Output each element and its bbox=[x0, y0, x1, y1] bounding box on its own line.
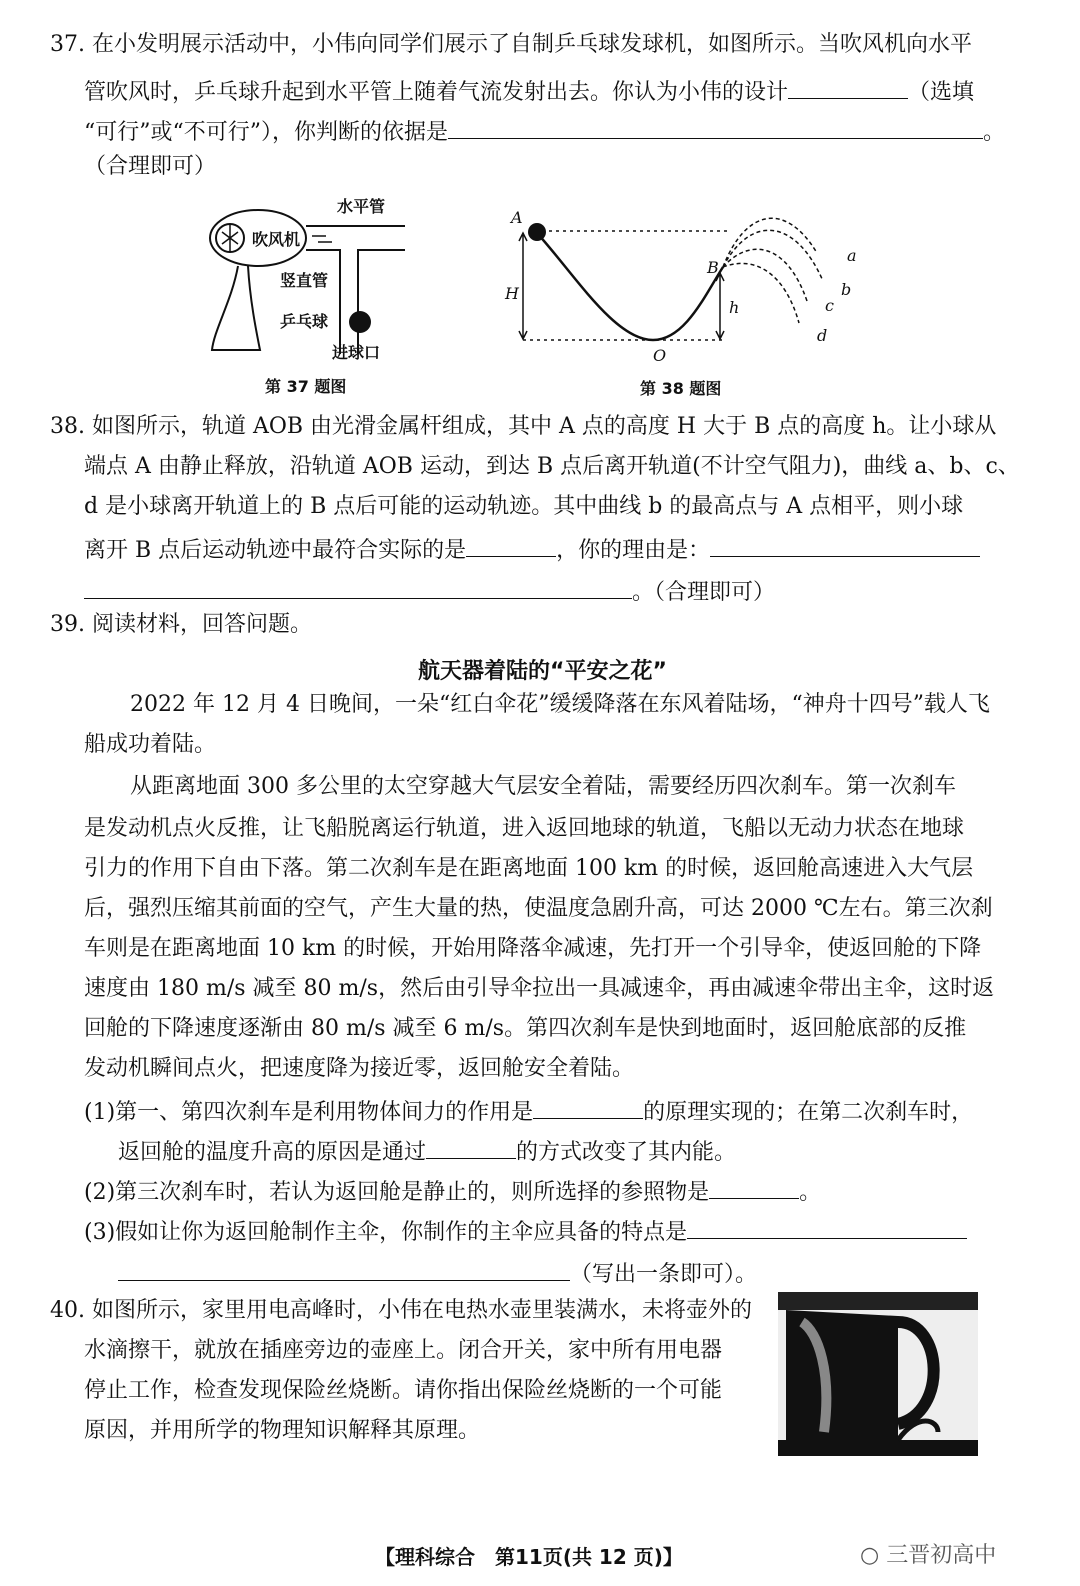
q40-line-1: 40. 如图所示，家里用电高峰时，小伟在电热水壶里装满水，未将壶外的 bbox=[50, 1298, 752, 1323]
wechat-icon: ○ bbox=[860, 1543, 880, 1568]
q38-blank-reason-1[interactable] bbox=[710, 532, 980, 557]
q38-blank-reason-2[interactable] bbox=[84, 574, 632, 599]
q37-line-3 bbox=[84, 114, 1005, 148]
label-c: c bbox=[825, 296, 834, 315]
q38-text-4a: 离开 B 点后运动轨迹中最符合实际的是 bbox=[84, 538, 467, 563]
label-H: H bbox=[505, 284, 519, 303]
q39-s3-text-b: （写出一条即可）。 bbox=[570, 1262, 758, 1287]
q39-blank-energy[interactable] bbox=[426, 1134, 516, 1159]
q39-s2-text-b: 。 bbox=[799, 1180, 822, 1205]
figure-38 bbox=[495, 195, 875, 375]
curve-a bbox=[723, 218, 817, 267]
q40-line-4: 原因，并用所学的物理知识解释其原理。 bbox=[84, 1418, 481, 1443]
curve-c bbox=[723, 249, 807, 301]
label-a: a bbox=[847, 246, 857, 265]
q39-p2-line-7: 回舱的下降速度逐渐由 80 m/s 减至 6 m/s。第四次刹车是快到地面时，返回舱底部的反推 bbox=[84, 1016, 967, 1041]
q39-p2-line-5: 车则是在距离地面 10 km 的时候，开始用降落伞减速，先打开一个引导伞，使返回舱的下降 bbox=[84, 936, 982, 961]
q39-sub-3-line-2 bbox=[118, 1256, 757, 1290]
height-H-arrow bbox=[519, 233, 527, 339]
label-blower: 吹风机 bbox=[252, 230, 301, 249]
q37-text-3a: “可行”或“不可行”），你判断的依据是 bbox=[84, 120, 448, 145]
q38-line-2: 端点 A 由静止释放，沿轨道 AOB 运动，到达 B 点后离开轨道(不计空气阻力)，曲线 a、b、c、 bbox=[84, 454, 1020, 479]
q37-line-4: （合理即可） bbox=[84, 154, 217, 179]
blower-handle bbox=[212, 266, 260, 350]
q37-text-3b: 。 bbox=[983, 120, 1006, 145]
q37-line-1: 37. 在小发明展示活动中，小伟向同学们展示了自制乒乓球发球机，如图所示。当吹风机向水平 bbox=[50, 32, 972, 57]
q38-text-5: 。（合理即可） bbox=[632, 580, 776, 605]
q39-s1-text-b: 的原理实现的；在第二次刹车时， bbox=[643, 1100, 974, 1125]
caption-38: 第 38 题图 bbox=[640, 379, 722, 398]
q37-line-2 bbox=[84, 74, 974, 108]
kettle-body bbox=[786, 1310, 898, 1442]
pipes bbox=[306, 226, 405, 354]
q39-p2-line-6: 速度由 180 m/s 减至 80 m/s，然后由引导伞拉出一具减速伞，再由减速伞带出主伞，这时返 bbox=[84, 976, 995, 1001]
ball-at-a bbox=[528, 223, 546, 241]
ping-pong-ball bbox=[349, 311, 371, 333]
kettle-photo bbox=[778, 1292, 978, 1456]
caption-37: 第 37 题图 bbox=[265, 377, 347, 396]
q39-blank-parachute-2[interactable] bbox=[118, 1256, 570, 1281]
q39-s1-text-d: 的方式改变了其内能。 bbox=[516, 1140, 737, 1165]
label-A: A bbox=[511, 208, 523, 227]
q38-line-3: d 是小球离开轨道上的 B 点后可能的运动轨迹。其中曲线 b 的最高点与 A 点相平，则小球 bbox=[84, 494, 964, 519]
label-inlet: 进球口 bbox=[332, 343, 381, 362]
kettle-base bbox=[778, 1440, 978, 1456]
q39-blank-force[interactable] bbox=[533, 1094, 643, 1119]
q39-s2-text-a: (2)第三次刹车时，若认为返回舱是静止的，则所选择的参照物是 bbox=[84, 1180, 710, 1205]
watermark bbox=[860, 1538, 996, 1569]
q39-p2-line-1: 从距离地面 300 多公里的太空穿越大气层安全着陆，需要经历四次刹车。第一次刹车 bbox=[130, 774, 956, 799]
q39-s3-text-a: (3)假如让你为返回舱制作主伞，你制作的主伞应具备的特点是 bbox=[84, 1220, 688, 1245]
q37-blank-reason[interactable] bbox=[448, 114, 983, 139]
q38-line-4 bbox=[84, 532, 980, 566]
label-ball: 乒乓球 bbox=[280, 312, 329, 331]
q37-blank-feasibility[interactable] bbox=[788, 74, 908, 99]
label-b: b bbox=[841, 280, 852, 299]
label-horizontal-pipe: 水平管 bbox=[337, 197, 386, 216]
q40-line-2: 水滴擦干，就放在插座旁边的壶座上。闭合开关，家中所有用电器 bbox=[84, 1338, 723, 1363]
label-vertical-pipe: 竖直管 bbox=[280, 271, 329, 290]
q39-sub-3-line-1 bbox=[84, 1214, 967, 1248]
q39-s1-text-c: 返回舱的温度升高的原因是通过 bbox=[118, 1140, 427, 1165]
curve-b bbox=[723, 230, 823, 281]
q39-sub-2 bbox=[84, 1174, 821, 1208]
q40-line-3: 停止工作，检查发现保险丝烧断。请你指出保险丝烧断的一个可能 bbox=[84, 1378, 723, 1403]
q38-line-1: 38. 如图所示，轨道 AOB 由光滑金属杆组成，其中 A 点的高度 H 大于 B 点的高度 h。让小球从 bbox=[50, 414, 997, 439]
q39-p2-line-8: 发动机瞬间点火，把速度降为接近零，返回舱安全着陆。 bbox=[84, 1056, 635, 1081]
q39-p2-line-2: 是发动机点火反推，让飞船脱离运行轨道，进入返回地球的轨道，飞船以无动力状态在地球 bbox=[84, 816, 965, 841]
q39-s1-text-a: (1)第一、第四次刹车是利用物体间力的作用是 bbox=[84, 1100, 534, 1125]
q39-sub-1-line-2 bbox=[118, 1134, 736, 1168]
q37-text-2a: 管吹风时，乒乓球升起到水平管上随着气流发射出去。你认为小伟的设计 bbox=[84, 80, 789, 105]
q39-line-1: 39. 阅读材料，回答问题。 bbox=[50, 612, 312, 637]
figure-37 bbox=[200, 190, 430, 370]
label-d: d bbox=[817, 326, 828, 345]
watermark-text: 三晋初高中 bbox=[886, 1543, 997, 1568]
q38-blank-trajectory[interactable] bbox=[466, 532, 556, 557]
track-aob bbox=[537, 233, 723, 340]
article-title: 航天器着陆的“平安之花” bbox=[418, 659, 667, 684]
q39-p2-line-4: 后，强烈压缩其前面的空气，产生大量的热，使温度急剧升高，可达 2000 ℃左右。第三次刹 bbox=[84, 896, 993, 921]
q38-line-5 bbox=[84, 574, 775, 608]
height-h-arrow bbox=[716, 273, 724, 339]
q39-blank-reference[interactable] bbox=[709, 1174, 799, 1199]
label-B: B bbox=[707, 258, 719, 277]
q39-p1-line-1: 2022 年 12 月 4 日晚间，一朵“红白伞花”缓缓降落在东风着陆场，“神舟十四号”载人飞 bbox=[130, 692, 990, 717]
q37-text-2b: （选填 bbox=[908, 80, 975, 105]
q38-text-4b: ，你的理由是： bbox=[556, 538, 711, 563]
label-h: h bbox=[729, 298, 740, 317]
q39-sub-1-line-1 bbox=[84, 1094, 973, 1128]
q39-p2-line-3: 引力的作用下自由下落。第二次刹车是在距离地面 100 km 的时候，返回舱高速进入大气层 bbox=[84, 856, 974, 881]
q39-blank-parachute-1[interactable] bbox=[687, 1214, 967, 1239]
label-O: O bbox=[653, 346, 667, 365]
q39-p1-line-2: 船成功着陆。 bbox=[84, 732, 217, 757]
page-footer: 【理科综合 第11页(共 12 页)】 bbox=[375, 1545, 683, 1569]
